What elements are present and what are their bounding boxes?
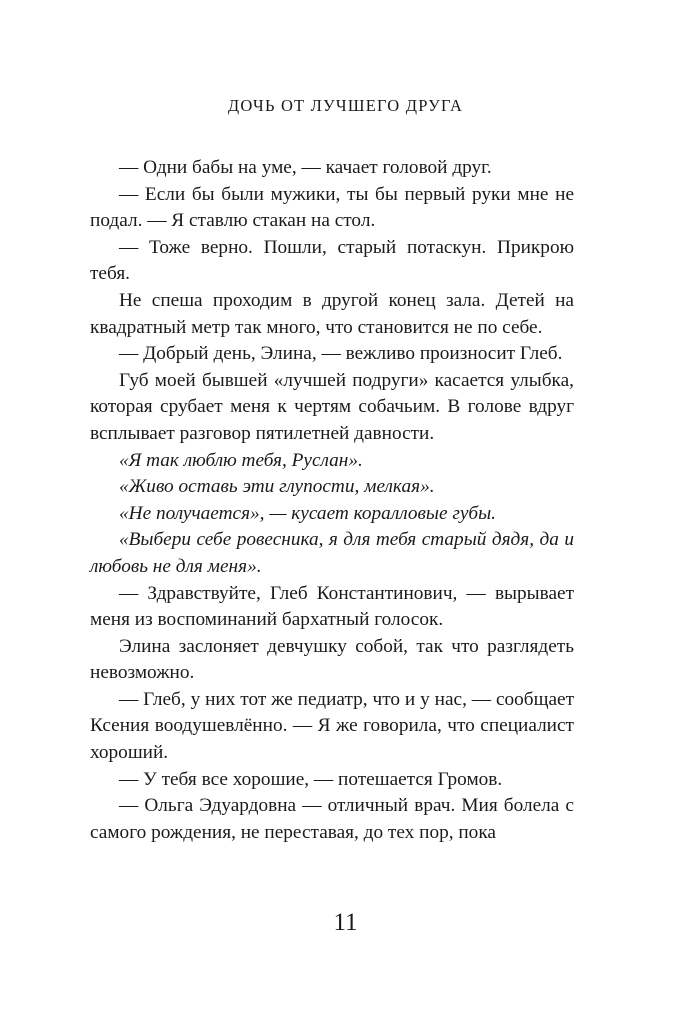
paragraph: — Глеб, у них тот же педиатр, что и у нас, — сообщает Ксения воодушевлённо. — Я же говорила, что специалист хороший. (90, 688, 574, 764)
running-title: ДОЧЬ ОТ ЛУЧШЕГО ДРУГА (227, 96, 464, 115)
paragraph-italic: «Выбери себе ровесника, я для тебя старый дядя, да и любовь не для меня». (90, 529, 574, 577)
paragraph: — Здравствуйте, Глеб Константинович, — вырывает меня из воспоминаний бархатный голосок. (90, 582, 574, 631)
paragraph-italic: «Я так люблю тебя, Руслан». (119, 449, 363, 471)
body-text (90, 155, 574, 846)
page-number: 11 (333, 909, 358, 936)
paragraph: — Тоже верно. Пошли, старый потаскун. Прикрою тебя. (90, 236, 574, 285)
paragraph: — Ольга Эдуардовна — отличный врач. Мия болела с самого рождения, не переставая, до тех пор, пока (90, 795, 574, 843)
paragraph-italic: «Не получается», — кусает коралловые губы. (119, 502, 496, 524)
paragraph-italic: «Живо оставь эти глупости, мелкая». (119, 476, 435, 498)
paragraph: — Добрый день, Элина, — вежливо произносит Глеб. (119, 343, 563, 365)
paragraph: Губ моей бывшей «лучшей подруги» касается улыбка, которая срубает меня к чертям собачьим. В голове вдруг всплывает разговор пятилетней давности. (90, 369, 574, 444)
paragraph: — Если бы были мужики, ты бы первый руки мне не подал. — Я ставлю стакан на стол. (90, 183, 574, 232)
paragraph: Элина заслоняет девчушку собой, так что разглядеть невозможно. (90, 635, 574, 684)
paragraph: — У тебя все хорошие, — потешается Громов. (119, 768, 503, 790)
paragraph: Не спеша проходим в другой конец зала. Детей на квадратный метр так много, что становится не по себе. (90, 289, 574, 338)
paragraph: — Одни бабы на уме, — качает головой друг. (119, 157, 492, 178)
